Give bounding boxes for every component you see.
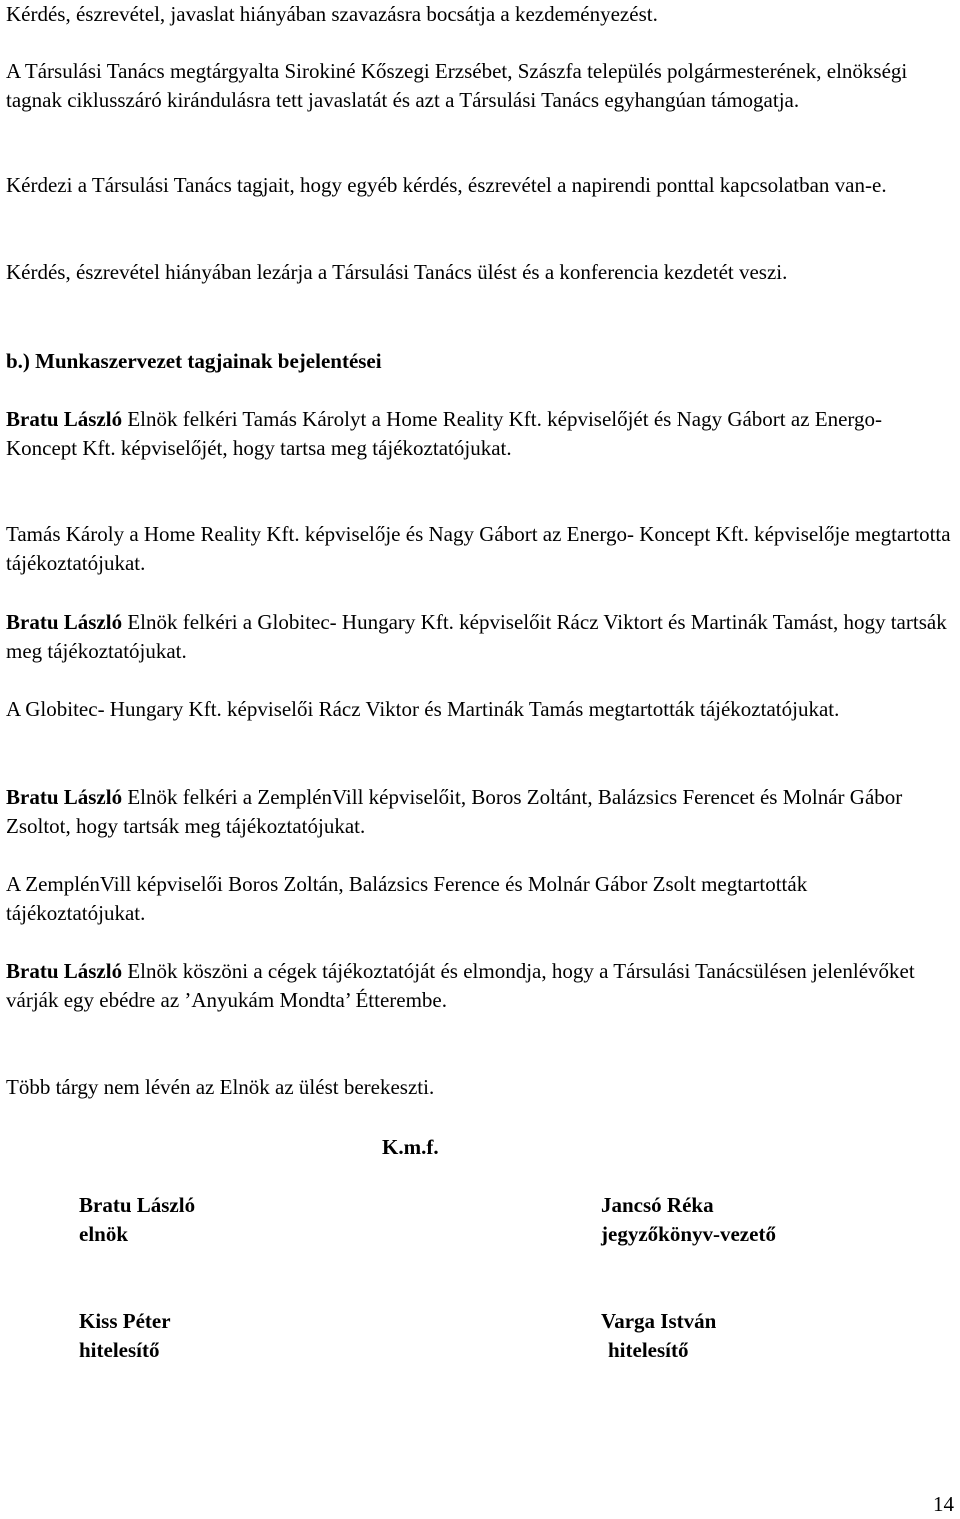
signatory-name: Varga István: [601, 1309, 717, 1333]
signatory-role: elnök: [79, 1222, 129, 1246]
signature-block-authenticator-2: [601, 1307, 716, 1365]
paragraph-council-support: A Társulási Tanács megtárgyalta Sirokiné Kőszegi Erzsébet, Szászfa település polgármesterének, elnökségi tagnak ciklusszáró kirándulásra tett javaslatát és azt a Társulási Tanács egyhangúan támogatja.: [6, 59, 908, 112]
signature-block-chair: [79, 1191, 195, 1249]
page-number: 14: [933, 1492, 954, 1516]
chair-name: Bratu László: [6, 407, 123, 431]
paragraph-question: Kérdezi a Társulási Tanács tagjait, hogy egyéb kérdés, észrevétel a napirendi ponttal kapcsolatban van-e.: [6, 173, 887, 197]
signatory-role: jegyzőkönyv-vezető: [601, 1222, 776, 1246]
paragraph-invite-zemplenvill: Bratu László Elnök felkéri a ZemplénVill képviselőit, Boros Zoltánt, Balázsics Ferencet és Molnár Gábor Zsoltot, hogy tartsák meg tájékoztatójukat.: [6, 785, 903, 838]
chair-name: Bratu László: [6, 959, 123, 983]
paragraph-voting: Kérdés, észrevétel, javaslat hiányában szavazásra bocsátja a kezdeményezést.: [6, 2, 658, 26]
signatory-name: Kiss Péter: [79, 1309, 171, 1333]
chair-name: Bratu László: [6, 785, 123, 809]
paragraph-meeting-closed: Több tárgy nem lévén az Elnök az ülést berekeszti.: [6, 1075, 435, 1099]
signature-block-authenticator-1: [79, 1307, 171, 1365]
section-heading: b.) Munkaszervezet tagjainak bejelentései: [6, 349, 382, 373]
chair-name: Bratu László: [6, 610, 123, 634]
signatory-role: hitelesítő: [608, 1338, 689, 1362]
paragraph-home-reality-report: Tamás Károly a Home Reality Kft. képviselője és Nagy Gábort az Energo- Koncept Kft. képviselője megtartotta tájékoztatójukat.: [6, 522, 951, 575]
kmf-label: K.m.f.: [382, 1135, 439, 1159]
paragraph-invite-globitec: Bratu László Elnök felkéri a Globitec- Hungary Kft. képviselőit Rácz Viktort és Martinák Tamást, hogy tartsák meg tájékoztatójukat.: [6, 610, 947, 663]
signature-block-recorder: [601, 1191, 776, 1249]
paragraph-lunch-invite: Bratu László Elnök köszöni a cégek tájékoztatóját és elmondja, hogy a Társulási Tanácsülésen jelenlévőket várják egy ebédre az ’Anyukám Mondta’ Étterembe.: [6, 959, 915, 1012]
signatory-name: Jancsó Réka: [601, 1193, 714, 1217]
signatory-name: Bratu László: [79, 1193, 196, 1217]
paragraph-invite-home-reality: Bratu László Elnök felkéri Tamás Károlyt a Home Reality Kft. képviselőjét és Nagy Gábort az Energo- Koncept Kft. képviselőjét, hogy tartsa meg tájékoztatójukat.: [6, 407, 883, 460]
paragraph-closing-meeting: Kérdés, észrevétel hiányában lezárja a Társulási Tanács ülést és a konferencia kezdetét veszi.: [6, 260, 788, 284]
paragraph-globitec-report: A Globitec- Hungary Kft. képviselői Rácz Viktor és Martinák Tamás megtartották tájékoztatójukat.: [6, 697, 840, 721]
signatory-role: hitelesítő: [79, 1338, 160, 1362]
paragraph-zemplenvill-report: A ZemplénVill képviselői Boros Zoltán, Balázsics Ference és Molnár Gábor Zsolt megtartották tájékoztatójukat.: [6, 872, 808, 925]
